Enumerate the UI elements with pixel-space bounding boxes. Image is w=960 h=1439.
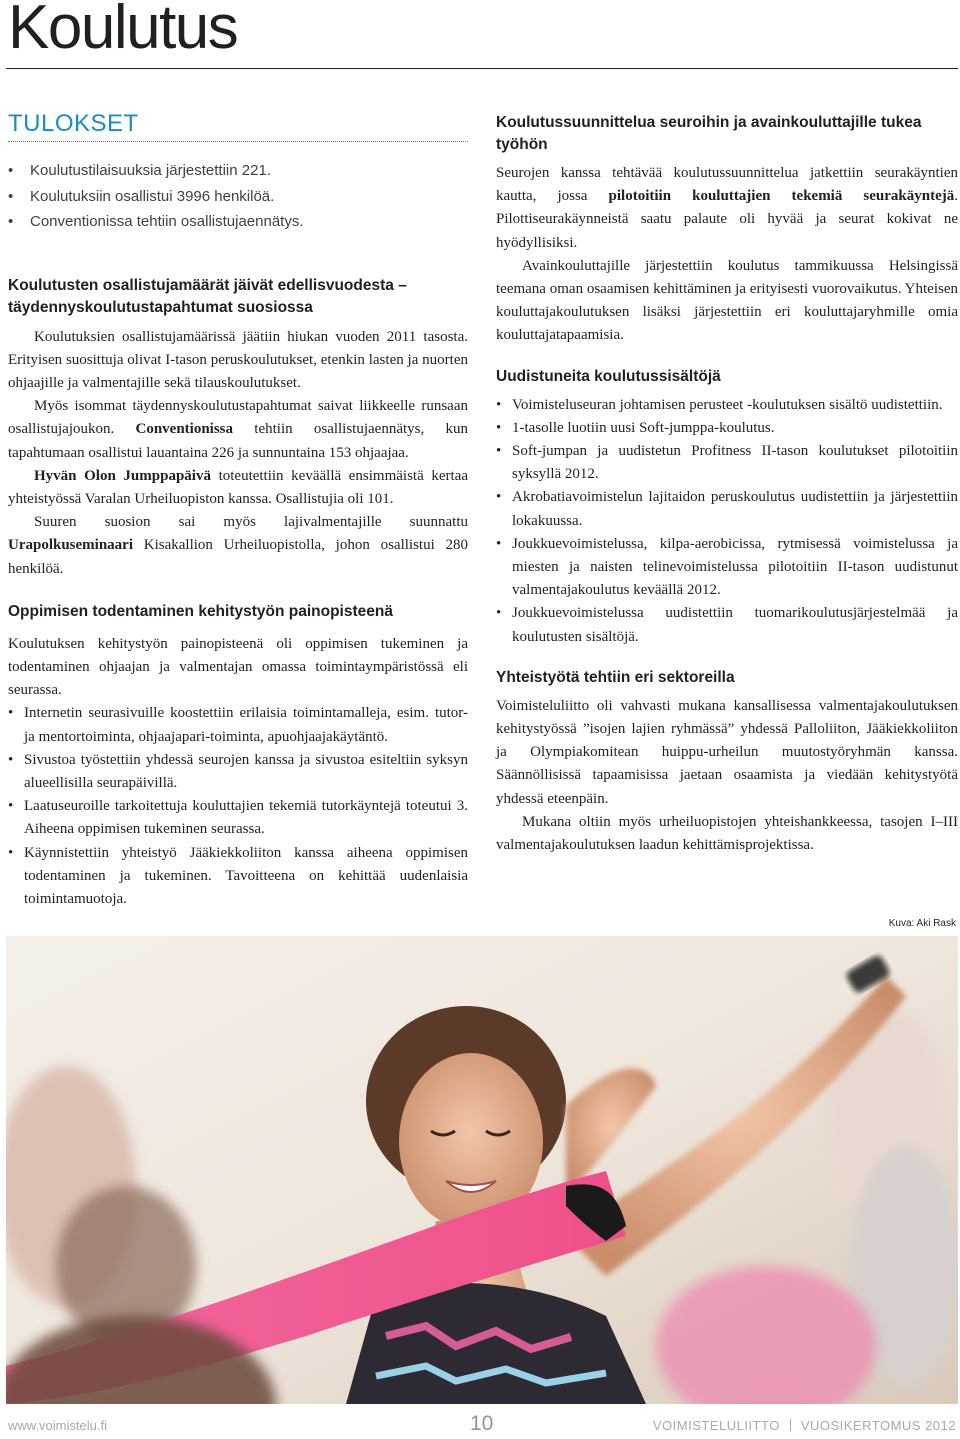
paragraph: Seurojen kanssa tehtävää koulutussuunnittelua jatkettiin seurakäyntien kautta, jossa pilotoitiin kouluttajien tekemiä seurakäyntejä. Pilottiseurakäynneistä saatu palaute oli hyvää ja seurat kokivat ne hyödyllisiksi. — [496, 165, 958, 251]
right-column — [496, 112, 958, 857]
list-item: • Joukkuevoimistelussa uudistettiin tuomarikoulutusjärjestelmää ja koulutusten sisältöjä. — [496, 602, 958, 648]
list-item: • Internetin seurasivuille koostettiin erilaisia toimintamalleja, esim. tutor- ja mentortoiminta, ohjaajapari-toiminta, apuohjaajakäytäntö. — [8, 702, 468, 748]
section-heading: Oppimisen todentaminen kehitystyön painopisteenä — [8, 602, 393, 620]
page-title: Koulutus — [8, 0, 238, 62]
footer-website[interactable]: www.voimistelu.fi — [8, 1418, 107, 1433]
section-heading: Yhteistyötä tehtiin eri sektoreilla — [496, 668, 735, 686]
section-heading: Uudistuneita koulutussisältöjä — [496, 367, 721, 385]
paragraph: Avainkouluttajille järjestettiin koulutus tammikuussa Helsingissä teemana oman osaamisen kehittäminen ja erityisesti vuorovaikutus. Yhteisen kouluttajakoulutuksen lisäksi järjestettiin eri kouluttajaryhmille omia kouluttajatapaamisia. — [496, 257, 958, 344]
bullet-list — [496, 394, 958, 649]
list-item: • Sivustoa työstettiin yhdessä seurojen kanssa ja sivustoa esiteltiin syksyn alueellisilla seurapäivillä. — [8, 749, 468, 795]
paragraph: Myös isommat täydennyskoulutustapahtumat saivat liikkeelle runsaan osallistujajoukon. Conventionissa tehtiin osallistujaennätys, kun tapahtumaan osallistui lauantaina 226 ja sunnuntaina 153 ohjaajaa. — [8, 398, 468, 461]
section-heading: Koulutussuunnittelua seuroihin ja avainkouluttajille tukea työhön — [496, 114, 922, 153]
paragraph: Mukana oltiin myös urheiluopistojen yhteishankkeessa, tasojen I–III valmentajakoulutuksen laadun kehittämisprojektissa. — [496, 813, 958, 854]
photo-illustration — [6, 936, 958, 1404]
list-item: • Käynnistettiin yhteistyö Jääkiekkoliiton kanssa aiheena oppimisen todentaminen ja tukeminen. Tavoitteena on kehittää uudenlaisia toimintamuotoja. — [8, 842, 468, 912]
paragraph: Voimisteluliitto oli vahvasti mukana kansallisessa valmentajakoulutuksen kehitystyössä ”isojen lajien ryhmässä” yhdessä Palloliiton, Jääkiekkoliiton ja Olympiakomitean huippu-urheilun muutostyöryhmän kanssa. Säännöllisissä tapaamisissa jaetaan osaamista ja viedään kehitystyötä yhdessä eteenpäin. — [496, 697, 958, 807]
aerobics-photo — [6, 936, 958, 1404]
footer-publication — [653, 1418, 956, 1433]
paragraph: Hyvän Olon Jumppapäivä toteutettiin keväällä ensimmäistä kertaa yhteistyössä Varalan Urheiluopiston kanssa. Osallistujia oli 101. — [8, 467, 468, 507]
list-item: • Koulutuksiin osallistui 3996 henkilöä. — [8, 184, 468, 210]
footer-pub: VUOSIKERTOMUS 2012 — [800, 1418, 956, 1433]
list-item: • 1-tasolle luotiin uusi Soft-jumppa-koulutus. — [496, 417, 958, 440]
list-item: • Joukkuevoimistelussa, kilpa-aerobicissa, rytmisessä voimistelussa ja miesten ja naisten telinevoimistelussa pilotoitiin II-tason uudistunut valmentajakoulutus keväällä 2012. — [496, 533, 958, 603]
footer-divider — [790, 1419, 791, 1431]
bullet-list — [8, 702, 468, 911]
paragraph: Koulutuksien osallistujamäärissä jäätiin hiukan vuoden 2011 tasosta. Erityisen suosittuja olivat I-tason peruskoulutukset, etenkin lasten ja nuorten ohjaajille ja valmentajille sekä tilauskoulutukset. — [8, 328, 468, 391]
list-item: • Voimisteluseuran johtamisen perusteet -koulutuksen sisältö uudistettiin. — [496, 394, 958, 417]
left-column — [8, 110, 468, 911]
photo-credit: Kuva: Aki Rask — [888, 918, 956, 929]
section-heading: Koulutusten osallistujamäärät jäivät edellisvuodesta – täydennyskoulutustapahtumat suosiossa — [8, 276, 407, 316]
page-number: 10 — [470, 1412, 494, 1435]
title-divider — [6, 68, 958, 69]
paragraph: Suuren suosion sai myös lajivalmentajille suunnattu Urapolkuseminaari Kisakallion Urheiluopistolla, johon osallistui 280 henkilöä. — [8, 514, 468, 577]
list-item: • Koulutustilaisuuksia järjestettiin 221. — [8, 158, 468, 184]
footer-org: VOIMISTELULIITTO — [652, 1418, 780, 1433]
list-item: • Laatuseuroille tarkoitettuja kouluttajien tekemiä tutorkäyntejä toteutui 3. Aiheena oppimisen tukeminen seurassa. — [8, 795, 468, 841]
list-item: • Conventionissa tehtiin osallistujaennätys. — [8, 209, 468, 235]
tulokset-heading: TULOKSET — [8, 110, 468, 142]
list-item: • Soft-jumpan ja uudistetun Profitness II-tason koulutukset pilotoitiin syksyllä 2012. — [496, 440, 958, 486]
paragraph: Koulutuksen kehitystyön painopisteenä oli oppimisen tukeminen ja todentaminen ohjaajan ja valmentajan omassa toimintaympäristössä eli seurassa. — [8, 635, 468, 699]
tulokset-list — [8, 158, 468, 235]
list-item: • Akrobatiavoimistelun lajitaidon peruskoulutus uudistettiin ja järjestettiin lokakuussa. — [496, 486, 958, 532]
